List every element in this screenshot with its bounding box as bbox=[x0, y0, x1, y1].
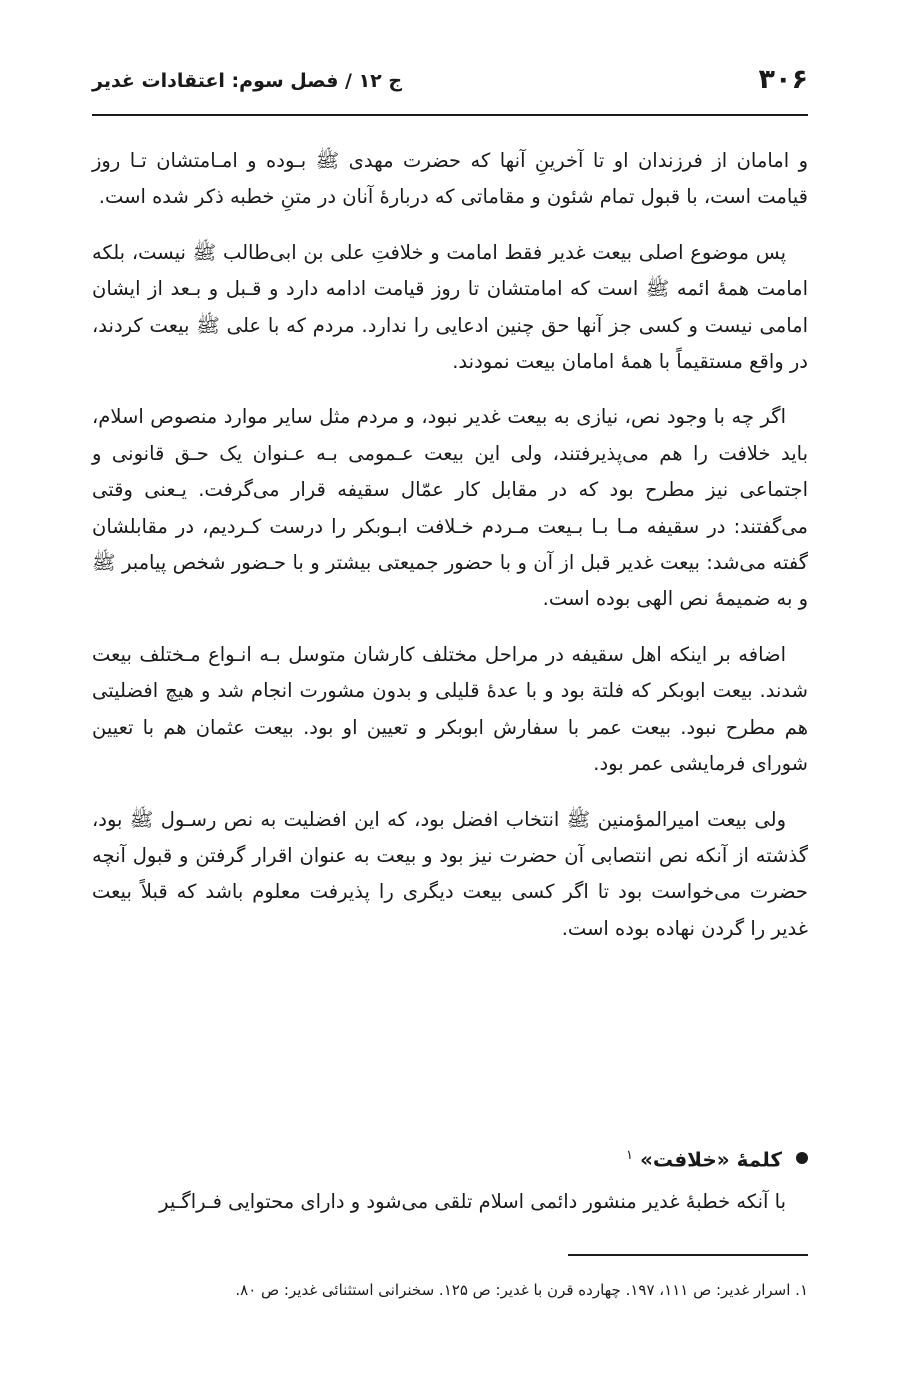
footnote-divider bbox=[568, 1254, 808, 1256]
paragraph-2: پس موضوع اصلی بیعت غدیر فقط امامت و خلافتِ علی بن ابی‌طالب ﷺ نیست، بلکه امامت همهٔ ائمه ﷺ است که امامتشان تا روز قیامت ادامه دارد و قـبل و بـعد از ایشان امامی نیست و کسی جز آنها حق چنین ادعایی را ندارد. مردم که با علی ﷺ بیعت کردند، در واقع مستقیماً با همهٔ امامان بیعت نمودند. bbox=[92, 240, 808, 374]
page-body bbox=[92, 143, 808, 966]
footnote: ۱. اسرار غدیر: ص ۱۱۱، ۱۹۷. چهارده قرن با غدیر: ص ۱۲۵. سخنرانی استثنائی غدیر: ص ۸۰. bbox=[235, 1281, 808, 1299]
page-number: ۳۰۶ bbox=[758, 64, 808, 95]
page-header bbox=[92, 62, 808, 116]
section-first-line: با آنکه خطبهٔ غدیر منشور دائمی اسلام تلقی می‌شود و دارای محتوایی فـراگـیر bbox=[159, 1190, 786, 1213]
paragraph-5: ولی بیعت امیرالمؤمنین ﷺ انتخاب افضل بود، که این افضلیت به نص رسـول ﷺ بود، گذشته از آنکه نص انتصابی آن حضرت نیز بود و بیعت به عنوان اقرار گرفتن و قبول آنچه حضرت می‌خواست بود تا اگر کسی بیعت دیگری را پذیرفت معلوم باشد که قبلاً بیعت غدیر را گردن نهاده بوده است. bbox=[92, 807, 808, 940]
running-title: ج ۱۲ / فصل سوم: اعتقادات غدیر bbox=[92, 70, 403, 92]
bullet-icon bbox=[796, 1152, 808, 1164]
paragraph-3: اگر چه با وجود نص، نیازی به بیعت غدیر نبود، و مردم مثل سایر موارد منصوص اسلام، باید خلافت را هم می‌پذیرفتند، ولی این بیعت عـمومی بـه عـنوان یک حـق قانونی و اجتماعی نیز مطرح بود که در مقابل کار عمّال سقیفه قرار می‌گرفت. یـعنی وقتی می‌گفتند: در سقیفه مـا بـا بـیعت مـردم خـلافت ابـوبکر را درست کـردیم، در مقابلشان گفته می‌شد: بیعت غدیر قبل از آن و با حضور جمیعتی بیشتر و با حـضور شخص پیامبر ﷺ و به ضمیمهٔ نص الهی بوده است. bbox=[92, 405, 808, 611]
paragraph-1: و امامان از فرزندان او تا آخرینِ آنها که حضرت مهدی ﷺ بـوده و امـامتشان تـا روز قیامت است، با قبول تمام شئون و مقاماتی که دربارهٔ آنان در متنِ خطبه ذکر شده است. bbox=[92, 149, 808, 209]
footnote-marker: ۱ bbox=[626, 1148, 634, 1163]
paragraph-4: اضافه بر اینکه اهل سقیفه در مراحل مختلف کارشان متوسل بـه انـواع مـختلف بیعت شدند. بیعت ابوبکر که فلتة بود و با عدهٔ قلیلی و بدون مشورت انجام شد و هیچ افضلیتی هم مطرح نبود. بیعت عمر با سفارش ابوبکر و تعیین او بود. بیعت عثمان هم با تعیین شورای فرمایشی عمر بود. bbox=[92, 642, 808, 776]
section-heading-text: کلمهٔ «خلافت» bbox=[639, 1147, 782, 1172]
section-heading bbox=[626, 1138, 808, 1178]
section-body bbox=[92, 1184, 808, 1239]
